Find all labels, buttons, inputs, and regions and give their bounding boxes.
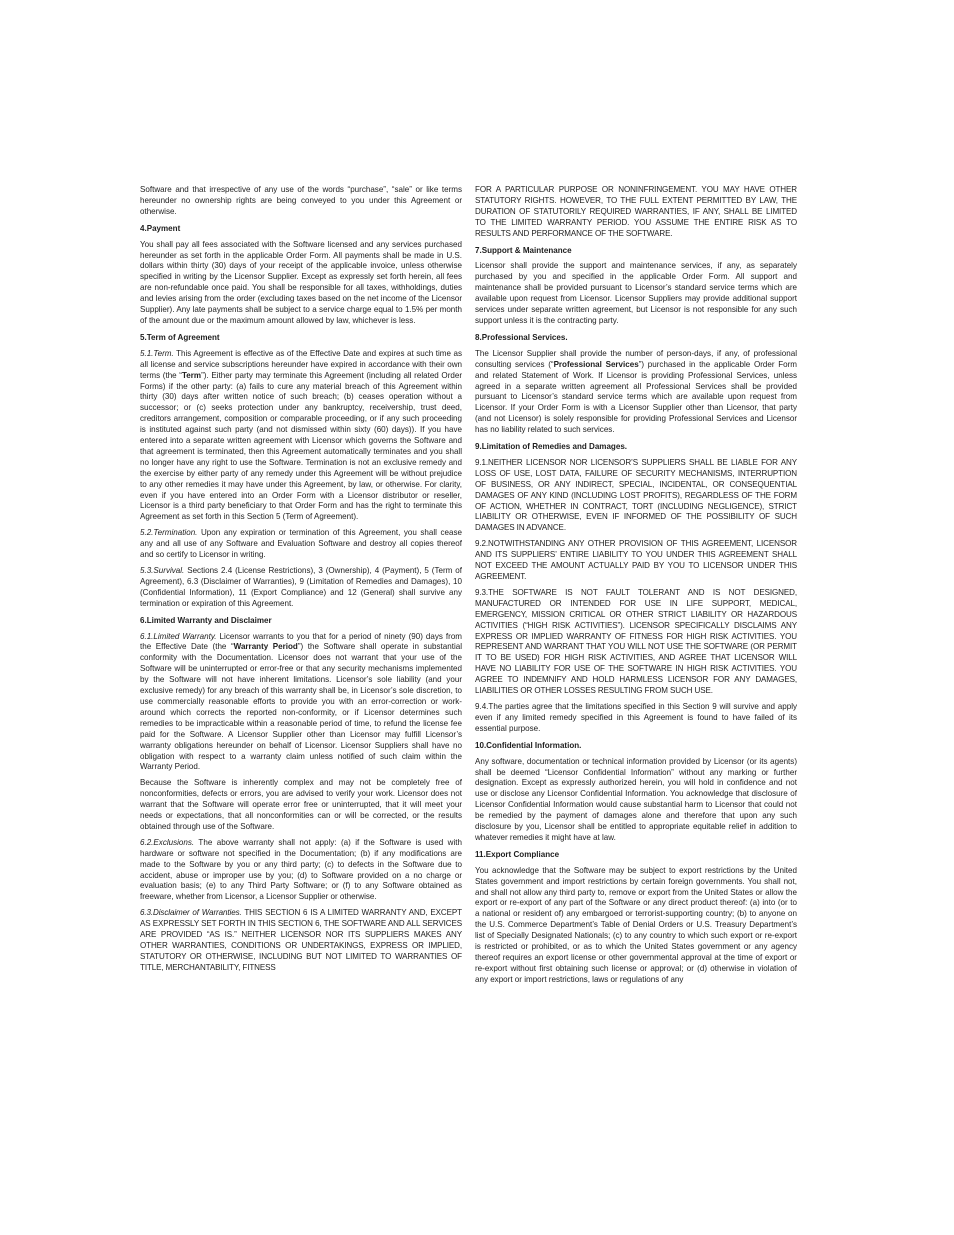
warranty-6-2-label: 6.2.Exclusions. — [140, 837, 195, 847]
warranty-6-1-paragraph — [140, 632, 462, 774]
limitation-9-2-paragraph: 9.2.NOTWITHSTANDING ANY OTHER PROVISION OF THIS AGREEMENT, LICENSOR AND ITS SUPPLIERS’ ENTIRE LIABILITY TO YOU UNDER THIS AGREEMENT SHALL NOT EXCEED THE AMOUNT ACTUALLY PAID BY YOU TO LICENSOR UNDER THIS AGREEMENT. — [475, 539, 797, 581]
warranty-period-defined-word: Warranty Period — [233, 642, 298, 652]
warranty-6-3-label: 6.3.Disclaimer of Warranties. — [140, 908, 242, 918]
intro-paragraph: Software and that irrespective of any use of the words “purchase”, “sale” or like terms hereunder no ownership rights are being conveyed to you under this Agreement or otherwise. — [140, 185, 462, 216]
term-5-3-label: 5.3.Survival. — [140, 566, 185, 575]
section-5-heading: 5.Term of Agreement — [140, 332, 220, 342]
section-4-heading: 4.Payment — [140, 223, 181, 233]
term-5-1-label: 5.1.Term. — [140, 348, 174, 358]
term-5-2-paragraph — [140, 528, 462, 561]
warranty-6-1-text-a: Licensor warrants to you that for a period of ninety (90) days from the Effective Date (the “ — [140, 631, 463, 652]
warranty-6-3-paragraph — [140, 908, 462, 973]
support-paragraph: Licensor shall provide the support and maintenance services, if any, as separately purchased by you and specified in the applicable Order Form. All support and maintenance shall be provided pursuant to Licensor’s standard service terms which are available upon request from Licensor. Licensor Suppliers may provide additional support services under separate written agreement, but Licensor is not responsible for any such support unless it is the contracting party. — [475, 261, 797, 325]
warranty-because-paragraph: Because the Software is inherently complex and may not be completely free of nonconformities, defects or errors, you are advised to verify your work. Licensor does not warrant that the Software will operate error free or uninterrupted, that it will meet your needs or expectations, that all nonconformities can or will be corrected, or the results obtained through use of the Software. — [140, 778, 462, 831]
prof-text-a: The Licensor Supplier shall provide the number of person-days, if any, of professional consulting services (“ — [475, 348, 797, 369]
payment-paragraph: You shall pay all fees associated with the Software licensed and any services purchased hereunder as set forth in the applicable Order Form. All payments shall be made in U.S. dollars within thirty (30) days of your receipt of the applicable invoice, unless otherwise specified in writing by the Licensor Supplier. Except as expressly set forth herein, all fees are non-refundable once paid. You shall be responsible for all taxes, withholdings, duties and levies arising from the order (excluding taxes based on the net income of the Licensor Supplier). Any late payments shall be subject to a service charge equal to 1.5% per month of the amount due or the maximum amount allowed by law, whichever is less. — [140, 239, 462, 325]
prof-text-b: ”) purchased in the applicable Order Form and related Statement of Work. If Licensor is providing Professional Services, unless agreed in a separate written agreement all Professional Services shall be provided pursuant to Licensor’s standard service terms which are available upon request from Licensor. If your Order Form is with a Licensor Supplier other than Licensor, that party (and not Licensor) is solely responsible for providing Professional Services and Licensor has no liability related to such services. — [475, 359, 798, 435]
term-5-3-text: Sections 2.4 (License Restrictions), 3 (Ownership), 4 (Payment), 5 (Term of Agreement), 6.3 (Disclaimer of Warranties), 9 (Limitation of Remedies and Damages), 10 (Confidential Information), 11 (Export Compliance) and 12 (General) shall survive any termination or expiration of this Agreement. — [140, 566, 462, 608]
section-7-heading: 7.Support & Maintenance — [475, 245, 572, 255]
term-5-1-text-b: ”). Either party may terminate this Agreement (including all related Order Forms) if the other party: (a) fails to cure any material breach of this Agreement within thirty (30) days after written notice of such breach; (b) ceases operation without a successor; or (c) seeks protection under any bankruptcy, receivership, trust deed, creditors arrangement, composition or comparable proceeding, or if any such proceeding is instituted against such party (and not dismissed within sixty (60) days)). If you have entered into a separate written agreement with Licensor which governs the Software and that agreement is terminated, then this Agreement automatically terminates and you shall no longer have any right to use the Software. Termination is not an exclusive remedy and the exercise by either party of any remedy under this Agreement will be without prejudice to any other remedies it may have under this Agreement, by law, or otherwise. For clarity, even if you have entered into an Order Form with a Licensor distributor or reseller, Licensor is a third party beneficiary to that Order Form and has the right to terminate this Agreement as set forth in this Section 5 (Term of Agreement). — [140, 370, 462, 522]
term-5-2-label: 5.2.Termination. — [140, 528, 198, 538]
term-defined-word: Term — [181, 370, 202, 380]
warranty-6-2-text: The above warranty shall not apply: (a) if the Software is used with hardware or software not specified in the Documentation; (b) if any modifications are made to the Software by you or any third party; (c) to defects in the Software due to accident, abuse or improper use by you; (d) to Software provided on a no charge or evaluation basis; (e) to any Third Party Software; or (f) to any Software obtained as freeware, whether from Licensor, a Licensor Supplier or otherwise. — [140, 837, 462, 902]
warranty-6-1-label: 6.1.Limited Warranty. — [140, 631, 217, 641]
section-9-heading: 9.Limitation of Remedies and Damages. — [475, 442, 628, 452]
limitation-9-1-paragraph: 9.1.NEITHER LICENSOR NOR LICENSOR’S SUPPLIERS SHALL BE LIABLE FOR ANY LOSS OF USE, LOST DATA, FAILURE OF SECURITY MECHANISMS, INTERRUPTION OF BUSINESS, OR ANY INDIRECT, SPECIAL, INCIDENTAL, OR CONSEQUENTIAL DAMAGES OF ANY KIND (INCLUDING LOST PROFITS), REGARDLESS OF THE FORM OF ACTION, WHETHER IN CONTRACT, TORT (INCLUDING NEGLIGENCE), STRICT LIABILITY OR OTHERWISE, EVEN IF INFORMED OF THE POSSIBILITY OF SUCH DAMAGES IN ADVANCE. — [475, 457, 797, 533]
warranty-6-1-text-b: ”) the Software shall operate in substantial conformity with the Documentation. Licensor does not warrant that your use of the Software will be uninterrupted or error-free or that any security mechanisms implemented by the Software will not have inherent limitations. Licensor’s sole liability (and your exclusive remedy) for any breach of this warranty shall be, in Licensor’s sole discretion, to use commercially reasonable efforts to provide you with an error-correction or work-around which corrects the reported non-conformity, or if Licensor determines such remedies to be impracticable within a reasonable period of time, to refund the license fee paid for the Software. A Licensor Supplier other than Licensor may fulfill Licensor’s warranty obligations hereunder on behalf of Licensor. Licensor Suppliers shall have no obligation with respect to a warranty claim unless notified of such claim within the Warranty Period. — [140, 642, 463, 772]
export-paragraph: You acknowledge that the Software may be subject to export restrictions by the United States government and import restrictions by certain foreign governments. You shall not, and shall not allow any third party to, remove or export from the United States or allow the export or re-export of any part of the Software or any direct product thereof: (a) into (or to a national or resident of) any embargoed or terrorist-supporting country; (b) to anyone on the U.S. Commerce Department’s Table of Denial Orders or U.S. Treasury Department’s list of Specially Designated Nationals; (c) to any country to which such export or re-export is restricted or prohibited, or as to which the United States government or any agency thereof requires an export license or other governmental approval at the time of export or re-export without first obtaining such license or approval; or (d) otherwise in violation of any export or import restrictions, laws or regulations of any — [475, 865, 797, 984]
section-11-heading: 11.Export Compliance — [475, 849, 560, 859]
left-column — [140, 185, 462, 979]
disclaimer-continuation-paragraph: FOR A PARTICULAR PURPOSE OR NONINFRINGEMENT. YOU MAY HAVE OTHER STATUTORY RIGHTS. HOWEVER, TO THE FULL EXTENT PERMITTED BY LAW, THE DURATION OF STATUTORILY REQUIRED WARRANTIES, IF ANY, SHALL BE LIMITED TO THE LIMITED WARRANTY PERIOD. YOU ASSUME THE ENTIRE RISK AS TO RESULTS AND PERFORMANCE OF THE SOFTWARE. — [475, 185, 797, 238]
term-5-1-paragraph — [140, 349, 462, 524]
confidential-paragraph: Any software, documentation or technical information provided by Licensor (or its agents) shall be deemed “Licensor Confidential Information” without any marking or further designation. Except as expressly authorized herein, you will hold in confidence and not use or disclose any Licensor Confidential Information. You acknowledge that disclosure of Licensor Confidential Information would cause substantial harm to Licensor that could not be remedied by the payment of damages alone and therefore that upon any such disclosure by you, Licensor shall be entitled to appropriate equitable relief in addition to whatever remedies it might have at law. — [475, 756, 797, 842]
section-8-heading: 8.Professional Services. — [475, 332, 568, 342]
limitation-9-4-paragraph: 9.4.The parties agree that the limitations specified in this Section 9 will survive and apply even if any limited remedy specified in this Agreement is found to have failed of its essential purpose. — [475, 701, 797, 733]
warranty-6-2-paragraph — [140, 838, 462, 903]
right-column — [475, 185, 797, 991]
professional-services-paragraph — [475, 349, 797, 436]
section-6-heading: 6.Limited Warranty and Disclaimer — [140, 615, 272, 625]
professional-services-defined-word: Professional Services — [553, 359, 639, 369]
limitation-9-3-paragraph: 9.3.THE SOFTWARE IS NOT FAULT TOLERANT AND IS NOT DESIGNED, MANUFACTURED OR INTENDED FOR USE IN LIFE SUPPORT, MEDICAL, EMERGENCY, MISSION CRITICAL OR OTHER STRICT LIABILITY OR HAZARDOUS ACTIVITIES (“HIGH RISK ACTIVITIES”). LICENSOR SPECIFICALLY DISCLAIMS ANY EXPRESS OR IMPLIED WARRANTY OF FITNESS FOR HIGH RISK ACTIVITIES. YOU REPRESENT AND WARRANT THAT YOU WILL NOT USE THE SOFTWARE (OR PERMIT IT TO BE USED) FOR HIGH RISK ACTIVITIES, AND AGREE THAT LICENSOR WILL HAVE NO LIABILITY FOR USE OF THE SOFTWARE IN HIGH RISK ACTIVITIES. YOU AGREE TO INDEMNIFY AND HOLD HARMLESS LICENSOR FOR ANY DAMAGES, LIABILITIES OR OTHER LOSSES RESULTING FROM SUCH USE. — [475, 587, 797, 696]
term-5-3-paragraph — [140, 566, 462, 610]
section-10-heading: 10.Confidential Information. — [475, 740, 582, 750]
term-5-2-text: Upon any expiration or termination of this Agreement, you shall cease any and all use of any Software and Evaluation Software and destroy all copies thereof and so certify to Licensor in writing. — [140, 528, 462, 560]
warranty-6-3-text: THIS SECTION 6 IS A LIMITED WARRANTY AND, EXCEPT AS EXPRESSLY SET FORTH IN THIS SECTION 6, THE SOFTWARE AND ALL SERVICES ARE PROVIDED “AS IS.” NEITHER LICENSOR NOR ITS SUPPLIERS MAKES ANY OTHER WARRANTIES, CONDITIONS OR UNDERTAKINGS, EXPRESS OR IMPLIED, STATUTORY OR OTHERWISE, INCLUDING BUT NOT LIMITED TO WARRANTIES OF TITLE, MERCHANTABILITY, FITNESS — [140, 908, 462, 972]
term-5-1-text-a: This Agreement is effective as of the Effective Date and expires at such time as all license and service subscriptions hereunder have expired in accordance with their own terms (the “ — [140, 348, 462, 380]
